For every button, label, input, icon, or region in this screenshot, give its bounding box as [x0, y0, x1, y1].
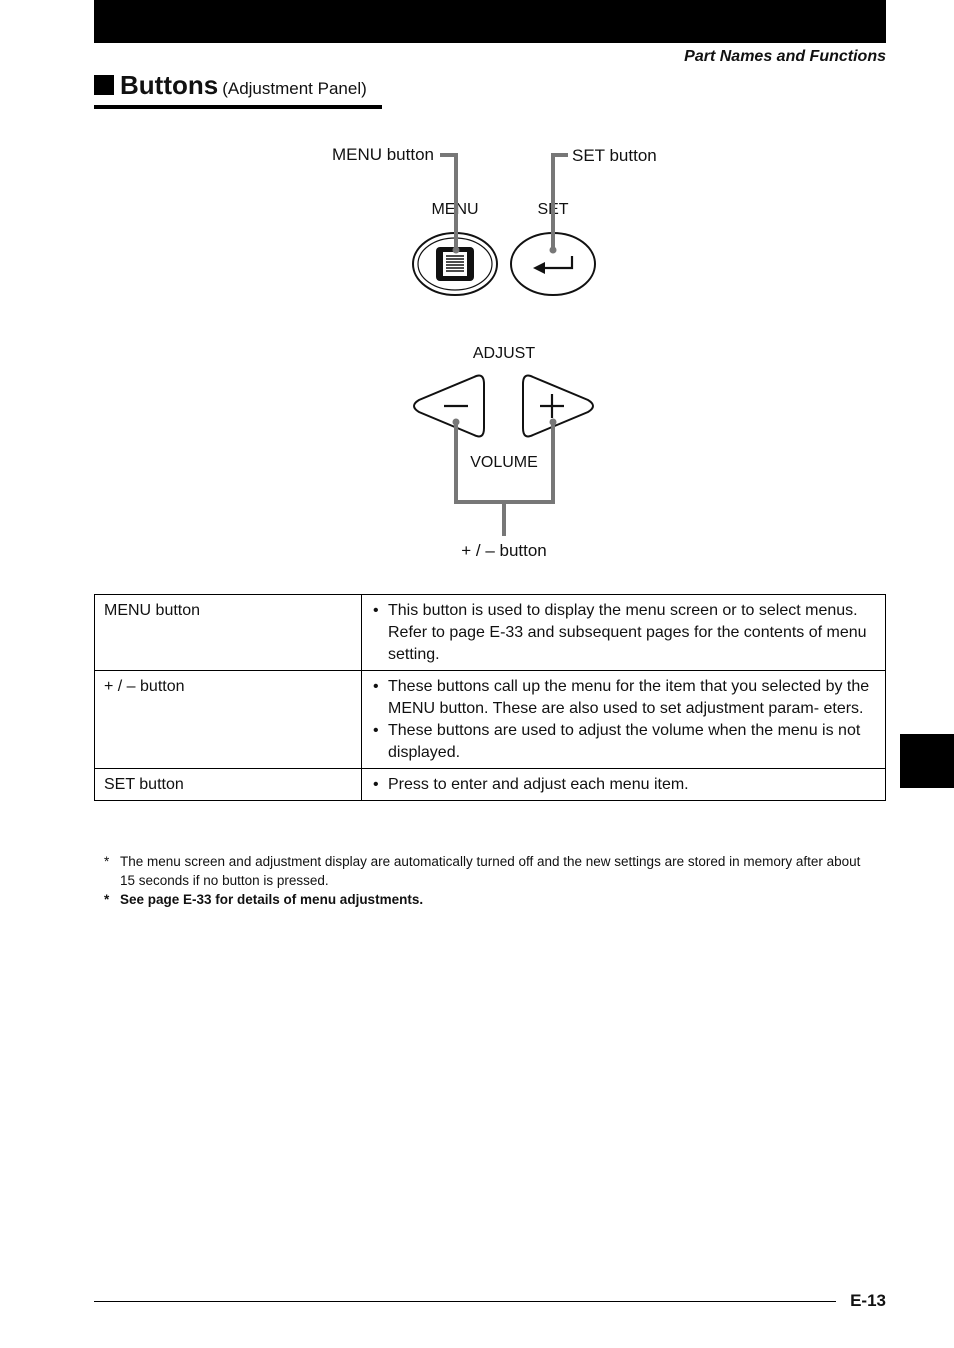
row-name: MENU button	[95, 595, 362, 671]
footnote-mark: *	[104, 854, 110, 869]
chapter-tab	[900, 734, 954, 788]
footnote-text: The menu screen and adjustment display are automatically turned off and the new settings are stored in memory after about 15 seconds if no button is pressed.	[120, 854, 861, 888]
table-row	[95, 595, 886, 671]
bullet-item: • Press to enter and adjust each menu item.	[371, 774, 876, 796]
title-main: Buttons	[120, 70, 219, 100]
page-number: E-13	[850, 1291, 886, 1310]
footnote	[104, 852, 864, 890]
footnotes	[104, 852, 864, 909]
menu-button-callout: MENU button	[331, 145, 434, 164]
row-description	[362, 595, 886, 671]
title-subtitle: (Adjustment Panel)	[222, 79, 367, 98]
row-description	[362, 671, 886, 769]
button-description-table	[94, 594, 886, 801]
row-name: + / – button	[95, 671, 362, 769]
bullet-item: • These buttons call up the menu for the item that you selected by the MENU button. These are also used to set adjustment param- eters.	[371, 676, 876, 720]
plusminus-button-callout: + / – button	[461, 541, 547, 560]
table-row	[95, 769, 886, 801]
table-row	[95, 671, 886, 769]
row-description	[362, 769, 886, 801]
plusminus-callout-line	[453, 419, 557, 537]
section-title: Part Names and Functions	[684, 48, 886, 65]
row-name: SET button	[95, 769, 362, 801]
menu-key-label: MENU	[431, 201, 479, 218]
set-key-label: SET	[537, 201, 569, 218]
bullet-item: • These buttons are used to adjust the volume when the menu is not displayed.	[371, 720, 876, 764]
adjust-label: ADJUST	[472, 345, 536, 362]
footnote	[104, 890, 864, 909]
button-panel-diagram	[0, 0, 954, 590]
footer-rule	[94, 1301, 836, 1302]
footnote-mark: *	[104, 892, 110, 907]
set-button-callout: SET button	[572, 146, 657, 165]
footnote-text: See page E-33 for details of menu adjustments.	[120, 892, 424, 907]
bullet-item: • This button is used to display the menu screen or to select menus. Refer to page E-33 and subsequent pages for the contents of menu setting.	[371, 600, 876, 666]
volume-label: VOLUME	[470, 454, 538, 471]
